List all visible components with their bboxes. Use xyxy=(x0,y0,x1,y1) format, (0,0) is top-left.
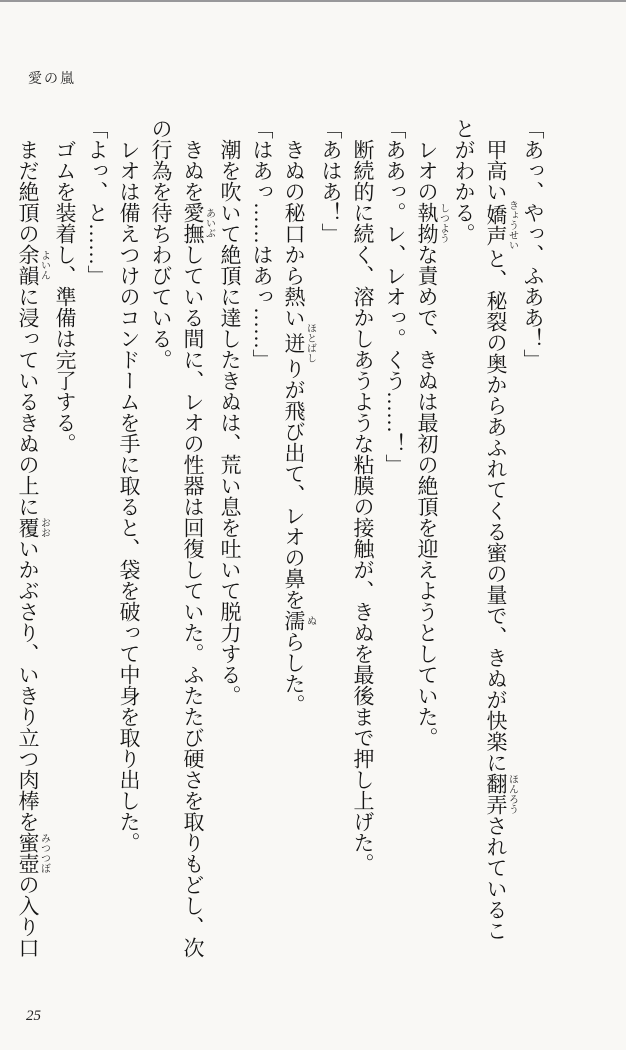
narrative-paragraph: レオは備えつけのコンドームを手に取ると、袋を破って中身を取り出した。 xyxy=(117,139,141,853)
narrative-paragraph: 潮を吹いて絶頂に達したきぬは、荒い息を吐いて脱力する。 xyxy=(218,139,242,706)
text-block xyxy=(12,118,549,960)
narrative-paragraph: まだ絶頂の余韻よいんに浸っているきぬの上に覆おおいかぶさり、いきり立つ肉棒を蜜壺みつつぼの入り口 xyxy=(16,139,50,958)
dialogue-paragraph: 「ああっ。レ、レオっ。くう……！」 xyxy=(383,118,407,475)
ruby-annotated-word: 余韻よいん xyxy=(16,244,50,286)
narrative-paragraph: ゴムを装着し、準備は完了する。 xyxy=(53,139,77,454)
dialogue-paragraph: 「あはあ！」 xyxy=(319,118,343,244)
narrative-paragraph: きぬの秘口から熱い迸ほとばしりが飛び出て、レオの鼻を濡ぬらした。 xyxy=(282,139,316,715)
narrative-paragraph: レオの執拗しつような責めで、きぬは最初の絶頂を迎えようとしていた。 xyxy=(415,139,449,748)
running-head-title: 愛の嵐 xyxy=(28,72,76,87)
ruby-annotated-word: 愛撫あいぶ xyxy=(181,202,215,244)
ruby-annotated-word: 迸ほとばし xyxy=(282,323,316,363)
narrative-paragraph: 断続的に続く、溶かしあうような粘膜の接触が、きぬを最後まで押し上げた。 xyxy=(351,139,375,874)
ruby-annotated-word: 嬌声きょうせい xyxy=(484,200,518,250)
ruby-annotated-word: 執拗しつよう xyxy=(415,202,449,244)
ruby-annotated-word: 翻弄ほんろう xyxy=(484,773,518,815)
dialogue-paragraph: 「あっ、やっ、ふああ！」 xyxy=(521,118,545,370)
ruby-annotated-word: 蜜壺みつつぼ xyxy=(16,832,50,874)
narrative-paragraph: 甲高い嬌声きょうせいと、秘裂の奥からあふれてくる蜜の量で、きぬが快楽に翻弄ほんろうされていることがわかる。 xyxy=(452,118,518,941)
narrative-paragraph: きぬを愛撫あいぶしている間に、レオの性器は回復していた。ふたたび硬さを取りもどし、次の行為を待ちわびている。 xyxy=(149,118,215,958)
ruby-annotated-word: 濡ぬ xyxy=(282,610,316,631)
page-number: 25 xyxy=(26,1008,41,1024)
dialogue-paragraph: 「はあっ……はあっ……」 xyxy=(250,118,274,370)
ruby-annotated-word: 覆おお xyxy=(16,517,50,538)
dialogue-paragraph: 「よっ、と……」 xyxy=(85,118,109,286)
